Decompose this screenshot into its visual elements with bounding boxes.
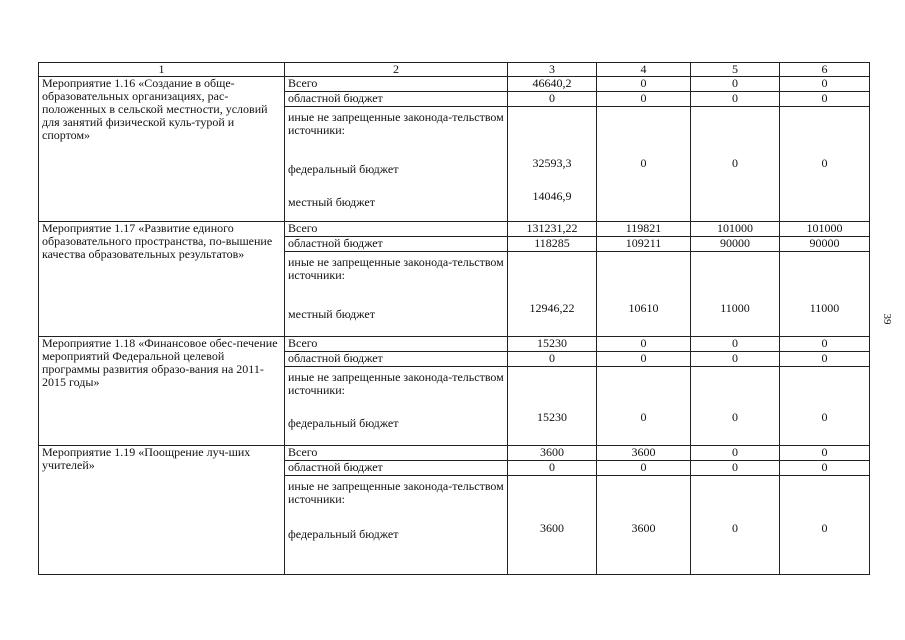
other-sources-label: иные не запрещенные законода-тельством источники: [288,370,504,397]
budget-table [38,62,870,575]
value-cell: 0 [508,352,597,367]
local-value: 11000 [720,301,750,315]
value-cell: 0 [597,337,691,352]
federal-value: 3600 [540,521,564,535]
source-label: Всего [285,337,508,352]
source-label: областной бюджет [285,237,508,252]
source-label: Всего [285,446,508,461]
value-cell: 0 [691,77,780,92]
value-cell: 46640,2 [508,77,597,92]
federal-value: 3600 [631,521,656,535]
local-value: 10610 [628,301,659,315]
header-cell: 4 [597,63,691,77]
value-cell: 119821 [597,222,691,237]
other-sources-label: иные не запрещенные законода-тельством источники: [288,110,504,137]
federal-value: 0 [821,521,828,535]
value-cell: 0 [780,92,870,107]
header-cell: 1 [39,63,285,77]
header-cell: 5 [691,63,780,77]
value-cell: 0 [780,446,870,461]
header-cell: 2 [285,63,508,77]
value-cell: 109211 [597,237,691,252]
table-row [39,337,870,352]
value-cell [780,367,870,446]
sources-cell [285,367,508,446]
value-cell: 15230 [508,337,597,352]
value-cell: 118285 [508,237,597,252]
header-cell: 6 [780,63,870,77]
value-cell: 0 [597,461,691,476]
value-cell: 0 [597,77,691,92]
source-label: Всего [285,77,508,92]
value-cell: 0 [691,461,780,476]
activity-cell: Мероприятие 1.19 «Поощрение луч-ших учителей» [39,446,285,575]
value-cell [691,476,780,575]
activity-cell: Мероприятие 1.17 «Развитие единого образовательного пространства, по-вышение качества образовательных результатов» [39,222,285,337]
table-row [39,77,870,92]
source-label: областной бюджет [285,461,508,476]
local-value: 11000 [809,301,840,315]
value-cell: 90000 [691,237,780,252]
table-row [39,446,870,461]
value-cell [597,107,691,222]
value-cell: 101000 [691,222,780,237]
federal-value: 0 [821,156,828,170]
federal-value: 0 [640,156,647,170]
activity-cell: Мероприятие 1.18 «Финансовое обес-печение мероприятий Федеральной целевой программы развития образо-вания на 2011-2015 годы» [39,337,285,446]
value-cell [691,367,780,446]
value-cell [691,252,780,337]
value-cell: 0 [691,352,780,367]
sources-cell [285,107,508,222]
value-cell: 0 [597,352,691,367]
source-label: областной бюджет [285,352,508,367]
local-value: 12946,22 [529,301,575,315]
federal-value: 0 [732,156,738,170]
federal-budget-label: федеральный бюджет [288,162,399,176]
value-cell: 0 [508,92,597,107]
local-value: 14046,9 [532,189,572,203]
value-cell [597,252,691,337]
other-sources-label: иные не запрещенные законода-тельством источники: [288,255,504,282]
value-cell [691,107,780,222]
local-budget-label: местный бюджет [288,307,375,321]
value-cell: 0 [780,337,870,352]
value-cell [508,476,597,575]
value-cell: 0 [780,461,870,476]
value-cell [597,367,691,446]
other-sources-label: иные не запрещенные законода-тельством источники: [288,479,504,506]
value-cell [597,476,691,575]
value-cell [780,107,870,222]
value-cell: 0 [508,461,597,476]
federal-value: 32593,3 [532,156,572,170]
value-cell: 0 [691,446,780,461]
federal-value: 0 [821,410,828,424]
federal-value: 0 [640,410,647,424]
value-cell [508,252,597,337]
value-cell: 0 [597,92,691,107]
federal-value: 0 [732,410,738,424]
value-cell: 0 [691,92,780,107]
value-cell: 0 [780,352,870,367]
sources-cell [285,476,508,575]
value-cell: 3600 [508,446,597,461]
value-cell [508,367,597,446]
value-cell: 0 [780,77,870,92]
value-cell: 101000 [780,222,870,237]
value-cell: 3600 [597,446,691,461]
value-cell [780,252,870,337]
source-label: Всего [285,222,508,237]
header-cell: 3 [508,63,597,77]
value-cell: 90000 [780,237,870,252]
local-budget-label: местный бюджет [288,195,375,209]
sources-cell [285,252,508,337]
federal-budget-label: федеральный бюджет [288,416,399,430]
activity-cell: Мероприятие 1.16 «Создание в обще-образовательных организациях, рас-положенных в сельской местности, условий для занятий физической куль-турой и спортом» [39,77,285,222]
federal-budget-label: федеральный бюджет [288,527,399,541]
value-cell [508,107,597,222]
header-row [39,63,870,77]
value-cell: 0 [691,337,780,352]
page-number: 39 [881,313,893,325]
source-label: областной бюджет [285,92,508,107]
value-cell [780,476,870,575]
table-row [39,222,870,237]
federal-value: 0 [732,521,738,535]
federal-value: 15230 [537,410,567,424]
value-cell: 131231,22 [508,222,597,237]
